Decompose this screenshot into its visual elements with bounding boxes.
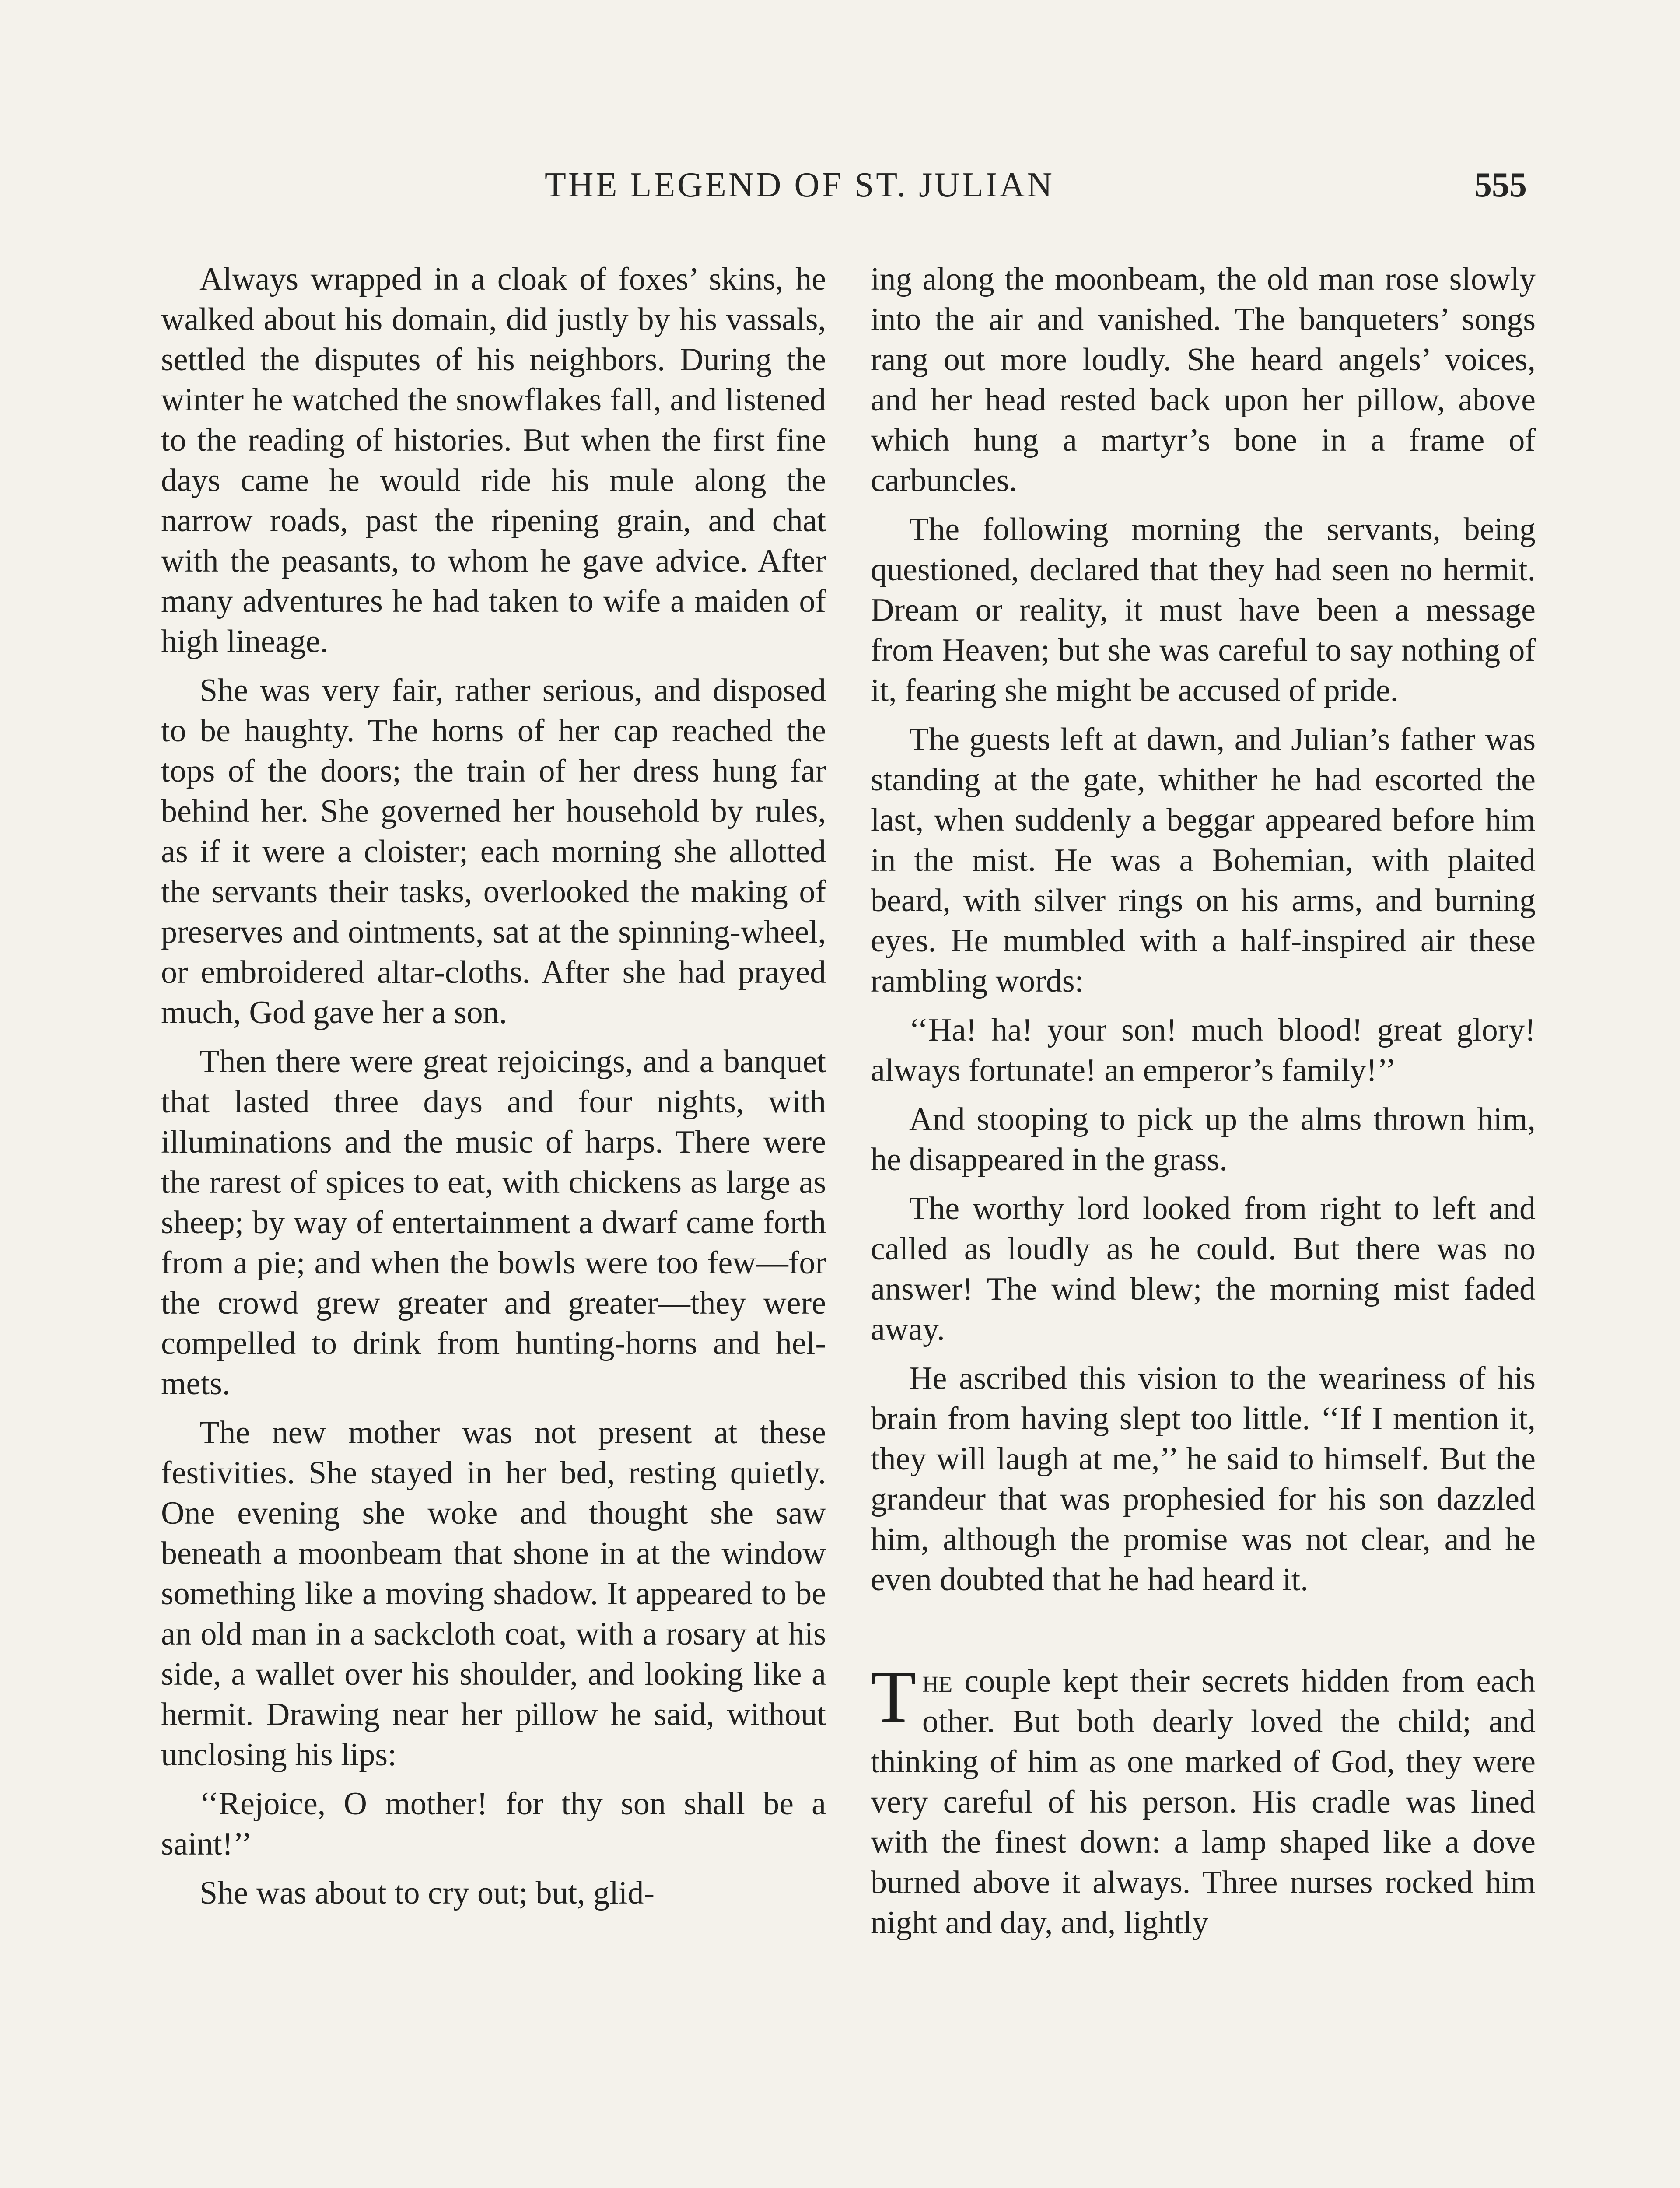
paragraph-continued: ing along the moonbeam, the old man rose slowly into the air and vanished. The banqueters’ songs rang out more loudly. She heard angels’ voices, and her head rested back upon her pillow, above which hung a martyr’s bone in a frame of carbuncles. (871, 261, 1536, 498)
drop-cap: T (871, 1655, 916, 1738)
paragraph: The following morning the servants, being questioned, declared that they had seen no hermit. Dream or reality, it must have been a message from Heaven; but she was careful to say nothing of it, fearing she might be accused of pride. (871, 512, 1536, 708)
left-column (161, 259, 826, 2188)
paragraph: Then there were great rejoicings, and a banquet that lasted three days and four nights, with illuminations and the music of harps. There were the rarest of spices to eat, with chickens as large as sheep; by way of entertainment a dwarf came forth from a pie; and when the bowls were too few—for the crowd grew greater and greater—they were compelled to drink from hunting-horns and helmets. (161, 1044, 826, 1402)
section-text: couple kept their secrets hidden from each other. But both dearly loved the child; and thinking of him as one marked of God, they were very careful of his person. His cradle was lined with the finest down: a lamp shaped like a dove burned above it always. Three nurses rocked him night and day, and, lightly (871, 1663, 1536, 1941)
small-caps-lead: he (922, 1663, 953, 1699)
running-title: THE LEGEND OF ST. JULIAN (545, 166, 1055, 204)
running-head (158, 161, 1527, 209)
section-opening-paragraph (871, 1655, 1536, 1943)
paragraph: He ascribed this vision to the weariness of his brain from having slept too little. ‘‘If I mention it, they will laugh at me,’’ he said to himself. But the grandeur that was prophesied for his son dazzled him, although the promise was not clear, and he even doubted that he had heard it. (871, 1360, 1536, 1598)
right-column (871, 259, 1536, 2188)
paragraph: The guests left at dawn, and Julian’s father was standing at the gate, whither he had escorted the last, when suddenly a beggar appeared before him in the mist. He was a Bohemian, with plaited beard, with silver rings on his arms, and burning eyes. He mumbled with a half-inspired air these rambling words: (871, 722, 1536, 999)
paragraph: Always wrapped in a cloak of foxes’ skins, he walked about his domain, did justly by his vassals, settled the disputes of his neighbors. During the winter he watched the snowflakes fall, and listened to the reading of histories. But when the first fine days came he would ride his mule along the narrow roads, past the ripening grain, and chat with the peasants, to whom he gave advice. After many adventures he had taken to wife a maiden of high lineage. (161, 261, 826, 659)
beggar-quote: ‘‘Ha! ha! your son! much blood! great glory! always fortunate! an emperor’s family!’’ (871, 1012, 1536, 1088)
paragraph: The worthy lord looked from right to left and called as loudly as he could. But there was no answer! The wind blew; the morning mist faded away. (871, 1191, 1536, 1347)
page-number: 555 (1474, 166, 1527, 204)
prophecy-quote: ‘‘Rejoice, O mother! for thy son shall be a saint!’’ (161, 1786, 826, 1862)
paragraph: The new mother was not present at these festivities. She stayed in her bed, resting quietly. One evening she woke and thought she saw beneath a moonbeam that shone in at the window something like a moving shadow. It appeared to be an old man in a sackcloth coat, with a rosary at his side, a wallet over his shoulder, and looking like a hermit. Drawing near her pillow he said, without unclosing his lips: (161, 1415, 826, 1773)
paragraph: She was about to cry out; but, glid- (200, 1875, 654, 1911)
paragraph: She was very fair, rather serious, and disposed to be haughty. The horns of her cap reached the tops of the doors; the train of her dress hung far behind her. She governed her household by rules, as if it were a cloister; each morning she allotted the servants their tasks, overlooked the making of preserves and ointments, sat at the spinning-wheel, or embroidered altar-cloths. After she had prayed much, God gave her a son. (161, 673, 826, 1031)
paragraph: And stooping to pick up the alms thrown him, he disappeared in the grass. (871, 1101, 1536, 1178)
